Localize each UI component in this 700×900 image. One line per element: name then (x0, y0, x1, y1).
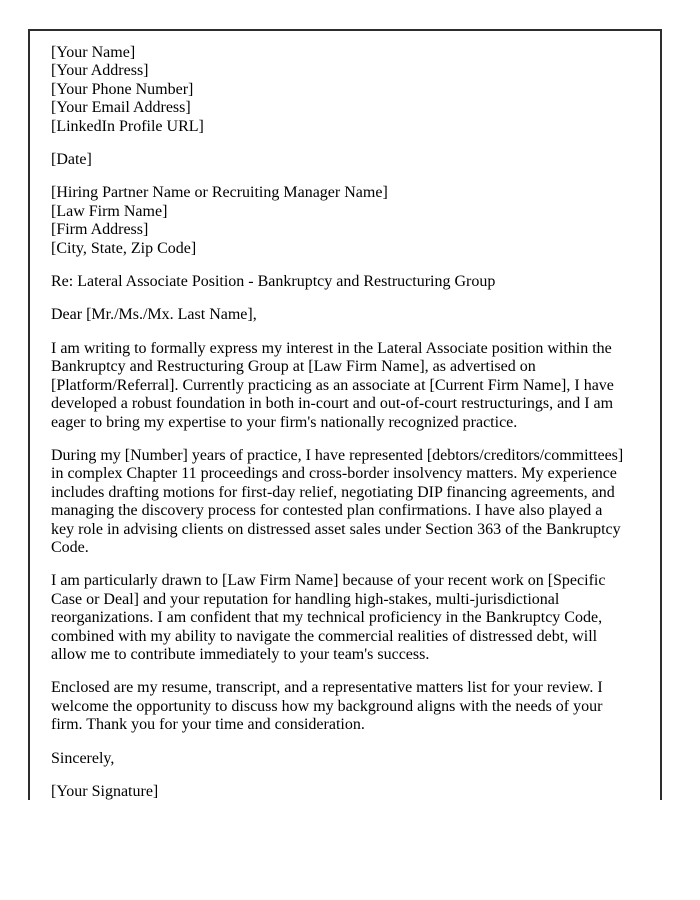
body-paragraph-4: Enclosed are my resume, transcript, and a representative matters list for your review. I welcome the opportunity to discuss how my background aligns with the needs of your firm. Thank you for your time and consideration. (51, 679, 603, 734)
body-paragraph-3: I am particularly drawn to [Law Firm Name] because of your recent work on [Specific Case or Deal] and your reputation for handling high-stakes, multi-jurisdictional reorganizations. I am confident that my technical proficiency in the Bankruptcy Code, combined with my ability to navigate the commercial realities of distressed debt, will allow me to contribute immediately to your team's success. (51, 572, 606, 663)
recipient-firm: [Law Firm Name] (51, 202, 168, 220)
body-paragraph-1: I am writing to formally express my interest in the Lateral Associate position within the Bankruptcy and Restructuring Group at [Law Firm Name], as advertised on [Platform/Referral]. Currently practicing as an associate at [Current Firm Name], I have developed a robust foundation in both in-court and out-of-court restructurings, and I am eager to bring my expertise to your firm's nationally recognized practice. (51, 339, 614, 431)
signature-placeholder: [Your Signature] (51, 783, 159, 800)
recipient-city-state-zip: [City, State, Zip Code] (51, 239, 197, 257)
sender-block (51, 44, 628, 136)
sender-name: [Your Name] (51, 44, 136, 61)
recipient-name: [Hiring Partner Name or Recruiting Manager Name] (51, 184, 388, 202)
body-paragraph-2: During my [Number] years of practice, I have represented [debtors/creditors/committees] in complex Chapter 11 proceedings and cross-border insolvency matters. My experience includes drafting motions for first-day relief, negotiating DIP financing agreements, and managing the discovery process for contested plan confirmations. I have also played a key role in advising clients on distressed asset sales under Section 363 of the Bankruptcy Code. (51, 446, 624, 556)
closing: Sincerely, (51, 749, 115, 767)
recipient-address: [Firm Address] (51, 221, 149, 239)
sender-address: [Your Address] (51, 62, 149, 80)
date-line: [Date] (51, 151, 92, 169)
letter-document (28, 29, 662, 800)
sender-linkedin: [LinkedIn Profile URL] (51, 117, 204, 135)
salutation: Dear [Mr./Ms./Mx. Last Name], (51, 306, 257, 324)
date-block (51, 151, 628, 169)
sender-phone: [Your Phone Number] (51, 80, 194, 98)
subject-line: Re: Lateral Associate Position - Bankruptcy and Restructuring Group (51, 273, 496, 291)
sender-email: [Your Email Address] (51, 99, 191, 117)
recipient-block (51, 184, 628, 258)
